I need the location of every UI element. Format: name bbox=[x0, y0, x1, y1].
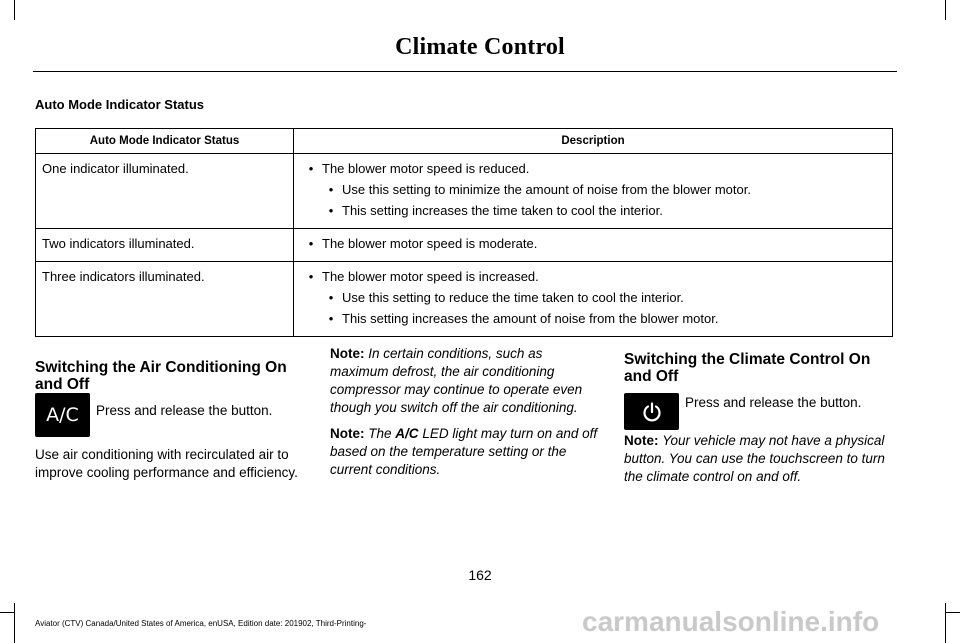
note-text: LED light may turn on and off based on the temperature setting or the current conditions. bbox=[330, 426, 598, 477]
status-cell: Two indicators illuminated. bbox=[36, 229, 294, 262]
status-cell: One indicator illuminated. bbox=[36, 154, 294, 229]
note-label: Note: bbox=[330, 346, 365, 361]
crop-mark bbox=[945, 0, 946, 20]
note-compressor bbox=[330, 345, 602, 417]
power-icon bbox=[624, 393, 679, 430]
note-text: Your vehicle may not have a physical button. You can use the touchscreen to turn the climate control on and off. bbox=[624, 433, 885, 484]
crop-mark bbox=[0, 612, 14, 613]
crop-mark bbox=[14, 0, 15, 20]
note-ac-led bbox=[330, 425, 602, 479]
note-text: In certain conditions, such as maximum defrost, the air conditioning compressor may continue to operate even though you switch off the air conditioning. bbox=[330, 346, 583, 415]
ac-press-text: Press and release the button. bbox=[96, 403, 273, 418]
crop-mark bbox=[946, 612, 960, 613]
page-number: 162 bbox=[468, 567, 492, 583]
table-row bbox=[36, 262, 893, 337]
note-label: Note: bbox=[330, 426, 365, 441]
ac-body-text: Use air conditioning with recirculated air to improve cooling performance and efficiency. bbox=[35, 447, 298, 480]
status-cell: Three indicators illuminated. bbox=[36, 262, 294, 337]
ac-button-icon: A/C bbox=[35, 393, 90, 437]
subbullet-text: Use this setting to minimize the amount of noise from the blower motor. bbox=[342, 182, 751, 197]
climate-heading: Switching the Climate Control On and Off bbox=[624, 351, 871, 385]
edition-footer: Aviator (CTV) Canada/United States of America, enUSA, Edition date: 201902, Third-Printing- bbox=[35, 619, 367, 628]
subbullet-text: This setting increases the time taken to cool the interior. bbox=[342, 203, 663, 218]
subbullet-text: Use this setting to reduce the time taken to cool the interior. bbox=[342, 290, 684, 305]
header-divider bbox=[33, 71, 897, 72]
climate-press-text: Press and release the button. bbox=[685, 395, 862, 410]
ac-heading: Switching the Air Conditioning On and Off bbox=[35, 359, 287, 393]
bullet-text: The blower motor speed is increased. bbox=[322, 269, 539, 284]
note-ac-bold: A/C bbox=[395, 426, 419, 441]
table-header-status: Auto Mode Indicator Status bbox=[36, 129, 294, 154]
subbullet-text: This setting increases the amount of noise from the blower motor. bbox=[342, 311, 719, 326]
description-cell: • The blower motor speed is reduced. • Use this setting to minimize the amount of noise from the blower motor. • This setting increases the time taken to cool the interior. bbox=[294, 154, 893, 229]
crop-mark bbox=[14, 603, 15, 643]
note-climate bbox=[624, 432, 898, 486]
indicator-status-table bbox=[35, 128, 893, 337]
watermark: carmanualsonline.info bbox=[582, 606, 880, 637]
section-heading: Auto Mode Indicator Status bbox=[35, 97, 204, 112]
page-title: Climate Control bbox=[395, 34, 565, 60]
table-row bbox=[36, 229, 893, 262]
description-cell: • The blower motor speed is increased. • Use this setting to reduce the time taken to cool the interior. • This setting increases the amount of noise from the blower motor. bbox=[294, 262, 893, 337]
note-text: The bbox=[368, 426, 392, 441]
table-header-description: Description bbox=[294, 129, 893, 154]
crop-mark bbox=[945, 603, 946, 643]
description-cell: • The blower motor speed is moderate. bbox=[294, 229, 893, 262]
bullet-text: The blower motor speed is reduced. bbox=[322, 161, 530, 176]
table-row bbox=[36, 154, 893, 229]
bullet-text: The blower motor speed is moderate. bbox=[322, 236, 538, 251]
note-label: Note: bbox=[624, 433, 659, 448]
